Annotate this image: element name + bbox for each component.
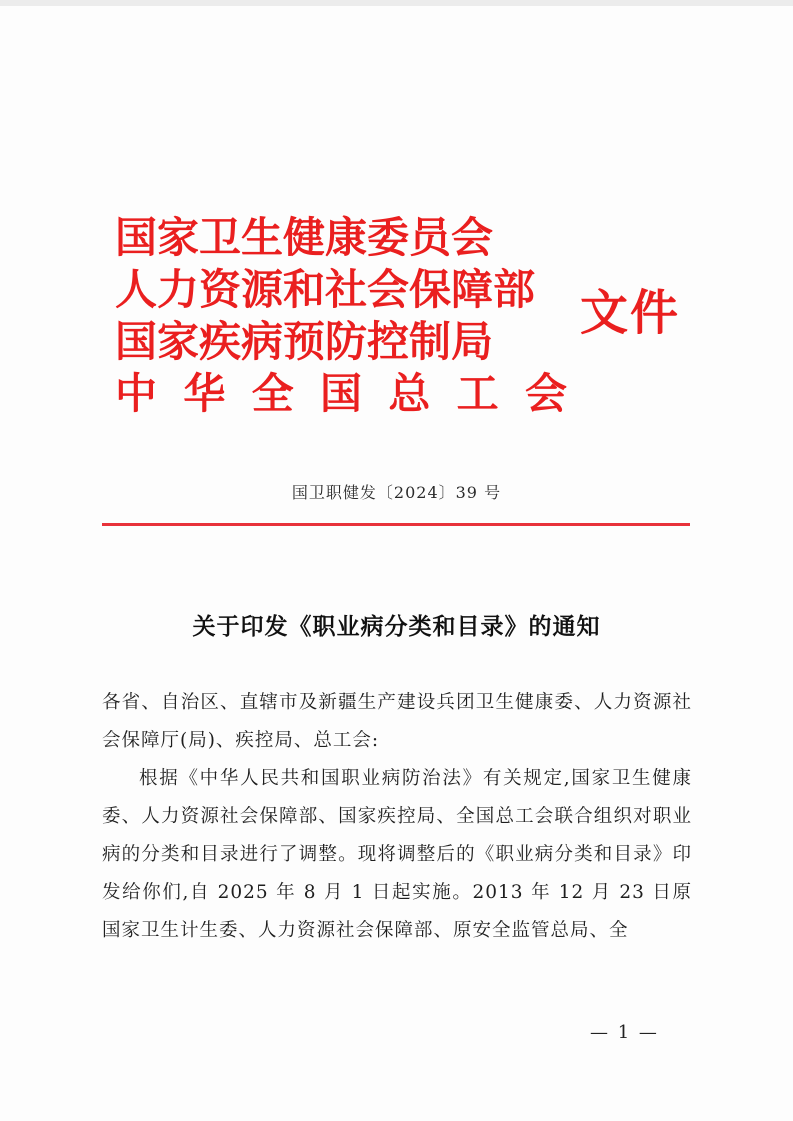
red-divider-line (102, 523, 690, 526)
scan-edge (0, 0, 793, 6)
agency-char: 中 (115, 369, 158, 418)
agency-name-spread (115, 368, 567, 420)
document-body (102, 684, 692, 950)
document-title: 关于印发《职业病分类和目录》的通知 (192, 613, 601, 640)
agency-char: 工 (456, 369, 499, 418)
agency-char: 总 (388, 369, 431, 418)
body-paragraph: 根据《中华人民共和国职业病防治法》有关规定,国家卫生健康委、人力资源社会保障部、国家疾控局、全国总工会联合组织对职业病的分类和目录进行了调整。现将调整后的《职业病分类和目录》印发给你们,自 2025 年 8 月 1 日起实施。2013 年 12 月 23 日原国家卫生计生委、人力资源社会保障部、原安全监管总局、全 (102, 768, 692, 941)
agency-char: 会 (524, 369, 567, 418)
agency-char: 全 (251, 369, 294, 418)
agency-char: 国 (319, 369, 362, 418)
agency-name: 人力资源和社会保障部 (115, 265, 536, 314)
agency-list (115, 212, 567, 420)
page-number: — 1 — (590, 1022, 659, 1043)
document-type-label: 文件 (580, 285, 681, 341)
agency-char: 华 (183, 369, 226, 418)
issuing-agencies-header (115, 212, 567, 420)
agency-name: 国家疾病预防控制局 (115, 317, 494, 366)
addressee: 各省、自治区、直辖市及新疆生产建设兵团卫生健康委、人力资源社会保障厅(局)、疾控局、总工会: (102, 692, 692, 751)
document-number: 国卫职健发〔2024〕39 号 (291, 483, 502, 502)
agency-name: 国家卫生健康委员会 (115, 213, 494, 262)
